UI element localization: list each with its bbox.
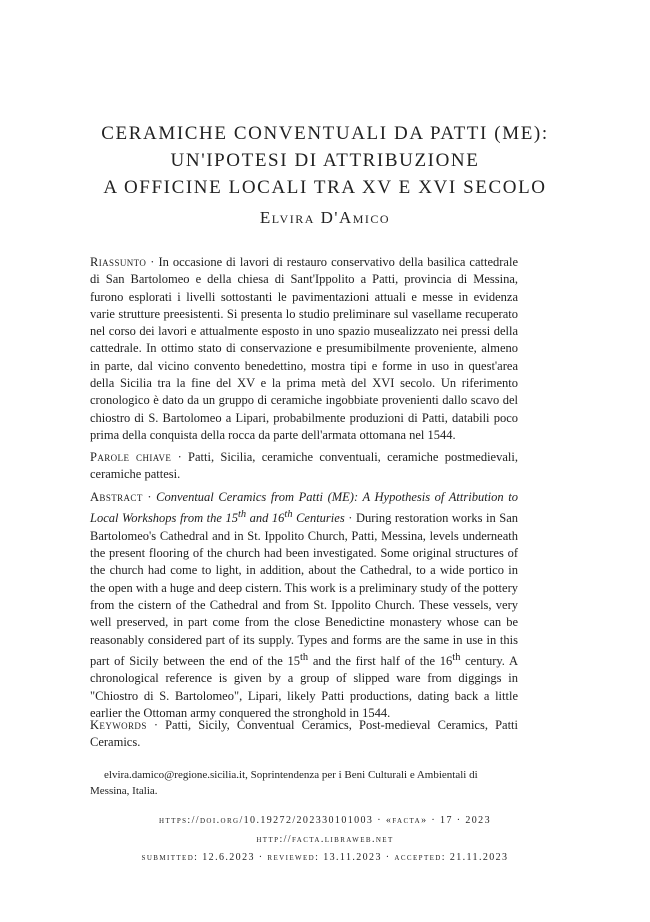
separator: · [146, 255, 159, 269]
abstract-label: Abstract [90, 490, 143, 504]
article-title [40, 120, 610, 201]
riassunto-label: Riassunto [90, 255, 147, 269]
author-footnote [90, 768, 518, 799]
journal-url-line: http://facta.libraweb.net [256, 833, 394, 845]
abstract-text: During restoration works in San Bartolomeo's Cathedral and in St. Ippolito Church, Patti, Messina, levels underneath the present flooring of the church had been investigated. Some original structures of the church had come to light, in addition, about the Cathedral, to a wide portico in the open with a huge and deep cistern. This work is a preliminary study of the pottery from the cistern of the Cathedral and from St. Ippolito Church. These vessels, very well preserved, in part come from the close Benedictine monastery whose can be reasonably considered part of its supply. Types and forms are the same in use in this part of Sicily between the end of the 15 [90, 511, 518, 668]
superscript: th [300, 651, 309, 663]
superscript: th [284, 509, 293, 521]
abstract-text: century. A chronological reference is given by a group of slipped ware from diggings in "Chiostro di S. Bartolomeo", Lipari, likely Patti productions, dating back a little earlier the Ottoman army conquered the stronghold in 1544. [90, 653, 518, 720]
keywords-text: Patti, Sicily, Conventual Ceramics, Post-medieval Ceramics, Patti Ceramics. [90, 718, 518, 750]
title-line: A OFFICINE LOCALI TRA XV E XVI SECOLO [103, 177, 547, 198]
separator: · [171, 450, 189, 464]
abstract-text: and the first half of the 16 [308, 653, 453, 668]
title-line: CERAMICHE CONVENTUALI DA PATTI (ME): [101, 123, 549, 144]
parole-chiave-text: Patti, Sicilia, ceramiche conventuali, ceramiche postmedievali, ceramiche pattesi. [90, 450, 518, 482]
separator: · [146, 718, 166, 732]
riassunto-text: In occasione di lavori di restauro conservativo della basilica cattedrale di San Bartolomeo e della chiesa di Sant'Ippolito a Patti, provincia di Messina, furono esplorati i livelli sottostanti le pavimentazioni attuali e messe in evidenza varie strutture preesistenti. Si presenta lo studio preliminare sul vasellame recuperato nel corso dei lavori e attualmente esposto in uno spazio musealizzato nei pressi della cattedrale. In ottimo stato di conservazione e presumibilmente proveniente, almeno in parte, dal vicino convento benedettino, mostra tipi e forme in uso in quest'area della Sicilia tra la fine del XV e la prima metà del XVI secolo. Un riferimento cronologico è dato da un gruppo di ceramiche ingobbiate provenienti dallo scavo del chiostro di S. Bartolomeo a Lipari, probabilmente produzioni di Patti, databili poco prima della conquista della rocca da parte dell'armata ottomana nel 1544. [90, 255, 518, 442]
keywords-paragraph [90, 717, 518, 752]
abstract-title-part: Centuries [292, 511, 345, 526]
parole-chiave-label: Parole chiave [90, 450, 172, 464]
parole-chiave-paragraph [90, 449, 518, 484]
riassunto-paragraph [90, 254, 518, 444]
publication-info [40, 812, 610, 868]
superscript: th [237, 509, 247, 521]
footnote-line: Messina, Italia. [90, 784, 158, 797]
abstract-title-part: and 16 [246, 511, 285, 526]
doi-line: https://doi.org/10.19272/202330101003 · «facta» · 17 · 2023 [159, 815, 491, 826]
keywords-label: Keywords [90, 718, 147, 732]
separator: · [344, 511, 356, 526]
footnote-line: elvira.damico@regione.sicilia.it, Soprintendenza per i Beni Culturali e Ambientali di [104, 769, 478, 781]
abstract-paragraph [90, 489, 518, 722]
abstract-title-part: Conventual Ceramics from Patti (ME): A Hypothesis of Attribution to Local Workshops from the 15 [90, 490, 518, 526]
dates-line: submitted: 12.6.2023 · reviewed: 13.11.2023 · accepted: 21.11.2023 [141, 852, 509, 863]
title-line: UN'IPOTESI DI ATTRIBUZIONE [170, 150, 480, 171]
superscript: th [452, 651, 461, 663]
separator: · [142, 490, 157, 504]
author-name: Elvira D'Amico [259, 208, 391, 227]
